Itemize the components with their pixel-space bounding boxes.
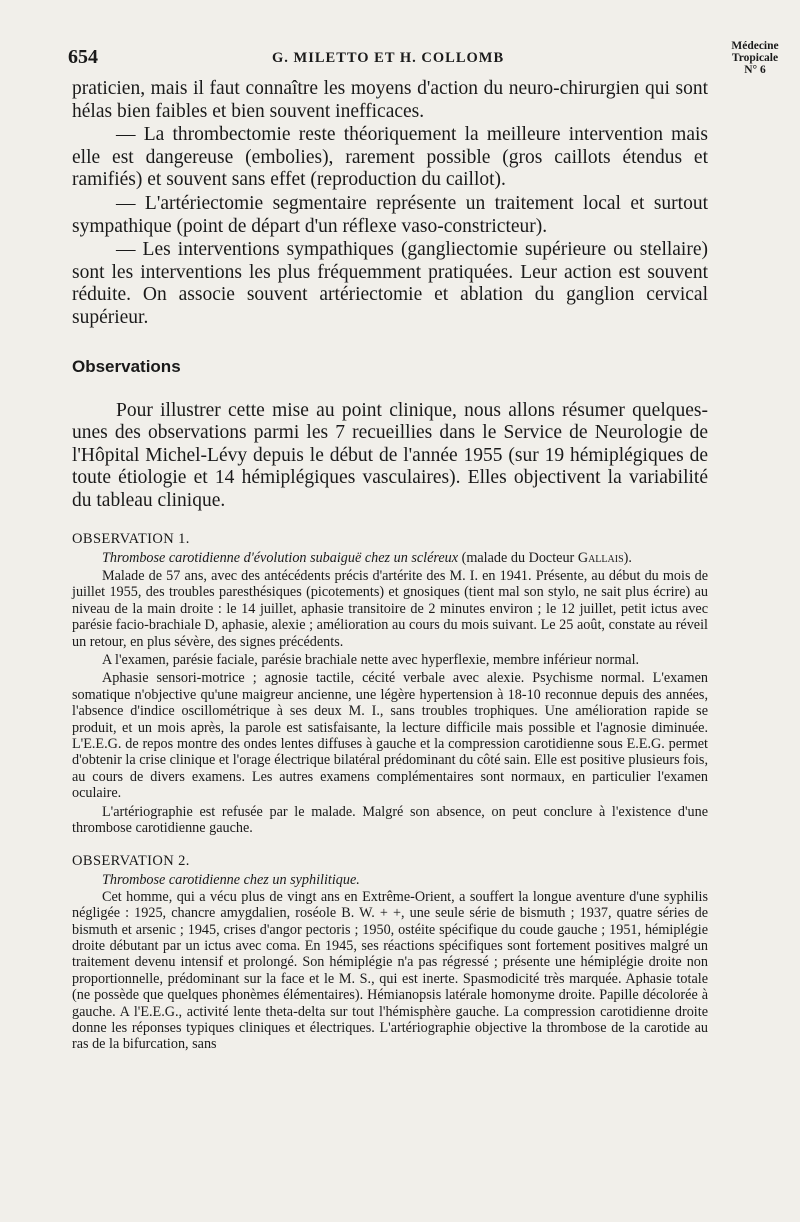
observation-2-subtitle-italic: Thrombose carotidienne chez un syphilitique. [102, 872, 360, 889]
journal-tag [720, 40, 790, 76]
observation-2-heading: OBSERVATION 2. [72, 853, 190, 870]
observation-1-subtitle-end: ). [623, 549, 632, 566]
journal-tag-line2: Tropicale [731, 52, 779, 64]
running-head-authors: G. MILETTO ET H. COLLOMB [272, 50, 505, 66]
observation-1-subtitle [72, 550, 708, 566]
main-text [72, 78, 708, 1053]
journal-tag-line3: N° 6 [744, 64, 766, 76]
observation-1-heading: OBSERVATION 1. [72, 530, 190, 547]
paragraph-thrombectomie: — La thrombectomie reste théoriquement la meilleure intervention mais elle est dangereuse (embolies), rarement possible (gros caillots étendus et ramifiés) et souvent sans effet (reproduction du caillot). [72, 124, 708, 191]
observation-1-paragraph: A l'examen, parésie faciale, parésie brachiale nette avec hyperflexie, membre inférieur normal. [102, 651, 640, 668]
paragraph-intro-continuation: praticien, mais il faut connaître les moyens d'action du neuro-chirurgien qui sont hélas bien faibles et bien souvent inefficaces. [72, 78, 708, 122]
observation-1-subtitle-rest: (malade du Docteur [458, 549, 578, 566]
observation-2-paragraph: Cet homme, qui a vécu plus de vingt ans en Extrême-Orient, a souffert la longue aventure d'une syphilis négligée : 1925, chancre amygdalien, roséole B. W. + +, une seule série de bismuth ; 1937, quatre séries de bismuth et arsenic ; 1945, crises d'angor pectoris ; 1950, ostéite spécifique du coude gauche ; 1951, hémiplégie droite débutant par un ictus avec coma. En 1945, ses réactions spécifiques sont fortement positives malgré un traitement devenu intensif et prolongé. Son hémiplégie n'a pas régressé ; présente une hémiplégie droite non proportionnelle, prédominant sur la face et le M. S., qui est inerte. Spasmodicité très marquée. Aphasie totale (ne possède que quelques phonèmes élémentaires). Hémianopsis latérale homonyme droite. Papille décolorée à gauche. A l'E.E.G., activité lente theta-delta sur tout l'hémisphère gauche. La compression carotidienne droite donne les réponses typiques cliniques et électriques. L'artériographie objective la thrombose de la carotide au ras de la bifurcation, sans [72, 888, 708, 1053]
paragraph-arteriectomie: — L'artériectomie segmentaire représente un traitement local et surtout sympathique (point de départ d'un réflexe vaso-constricteur). [72, 192, 708, 237]
observation-1-paragraph: L'artériographie est refusée par le malade. Malgré son absence, on peut conclure à l'existence d'une thrombose carotidienne gauche. [72, 803, 708, 836]
section-title: Observations [72, 356, 181, 376]
observation-1-doctor-name: Gallais [577, 549, 624, 566]
page-number: 654 [68, 46, 98, 68]
observation-1-paragraph: Malade de 57 ans, avec des antécédents précis d'artérite des M. I. en 1941. Présente, au début du mois de juillet 1955, des troubles paresthésiques (picotements) et gnosiques (tient mal son stylo, ne sait plus écrire) au niveau de la main droite : le 14 juillet, aphasie transitoire de 2 minutes environ ; le 12 juillet, petit ictus avec parésie facio-brachiale D, aphasie, alexie ; amélioration au cours du mois suivant. Le 25 août, constate au réveil un retour, en plus sévère, des signes précédents. [72, 567, 708, 650]
observation-1-paragraph: Aphasie sensori-motrice ; agnosie tactile, cécité verbale avec alexie. Psychisme normal. L'examen somatique n'objective qu'une maigreur ancienne, une légère hypertension à 18-10 reconnue depuis des années, l'absence d'indice oscillométrique à ses deux M. I., sans troubles trophiques. Une amélioration rapide se produit, et un mois après, la parole est satisfaisante, la lecture difficile mais possible et l'agnosie diminuée. L'E.E.G. de repos montre des ondes lentes diffuses à gauche et la compression carotidienne sous E.E.G. permet d'obtenir la crise clinique et l'orage électrique bilatéral prédominant du côté sain. Elle est positive plusieurs fois, au cours de divers examens. Les autres examens complémentaires sont normaux, en particulier l'examen oculaire. [72, 670, 708, 802]
observation-1-subtitle-italic: Thrombose carotidienne d'évolution subaiguë chez un scléreux [102, 549, 459, 566]
observation-2-subtitle [72, 872, 708, 888]
section-intro-paragraph: Pour illustrer cette mise au point clinique, nous allons résumer quelques-unes des observations parmi les 7 recueillies dans le Service de Neurologie de l'Hôpital Michel-Lévy depuis le début de l'année 1955 (sur 19 hémiplégiques de toute étiologie et 14 hémiplégiques vasculaires). Elles objectivent la variabilité du tableau clinique. [72, 399, 708, 511]
journal-tag-line1: Médecine [731, 40, 779, 52]
paragraph-interventions-sympathiques: — Les interventions sympathiques (gangliectomie supérieure ou stellaire) sont les interventions les plus fréquemment pratiquées. Leur action est souvent réduite. On associe souvent artériectomie et ablation du ganglion cervical supérieur. [72, 239, 708, 328]
